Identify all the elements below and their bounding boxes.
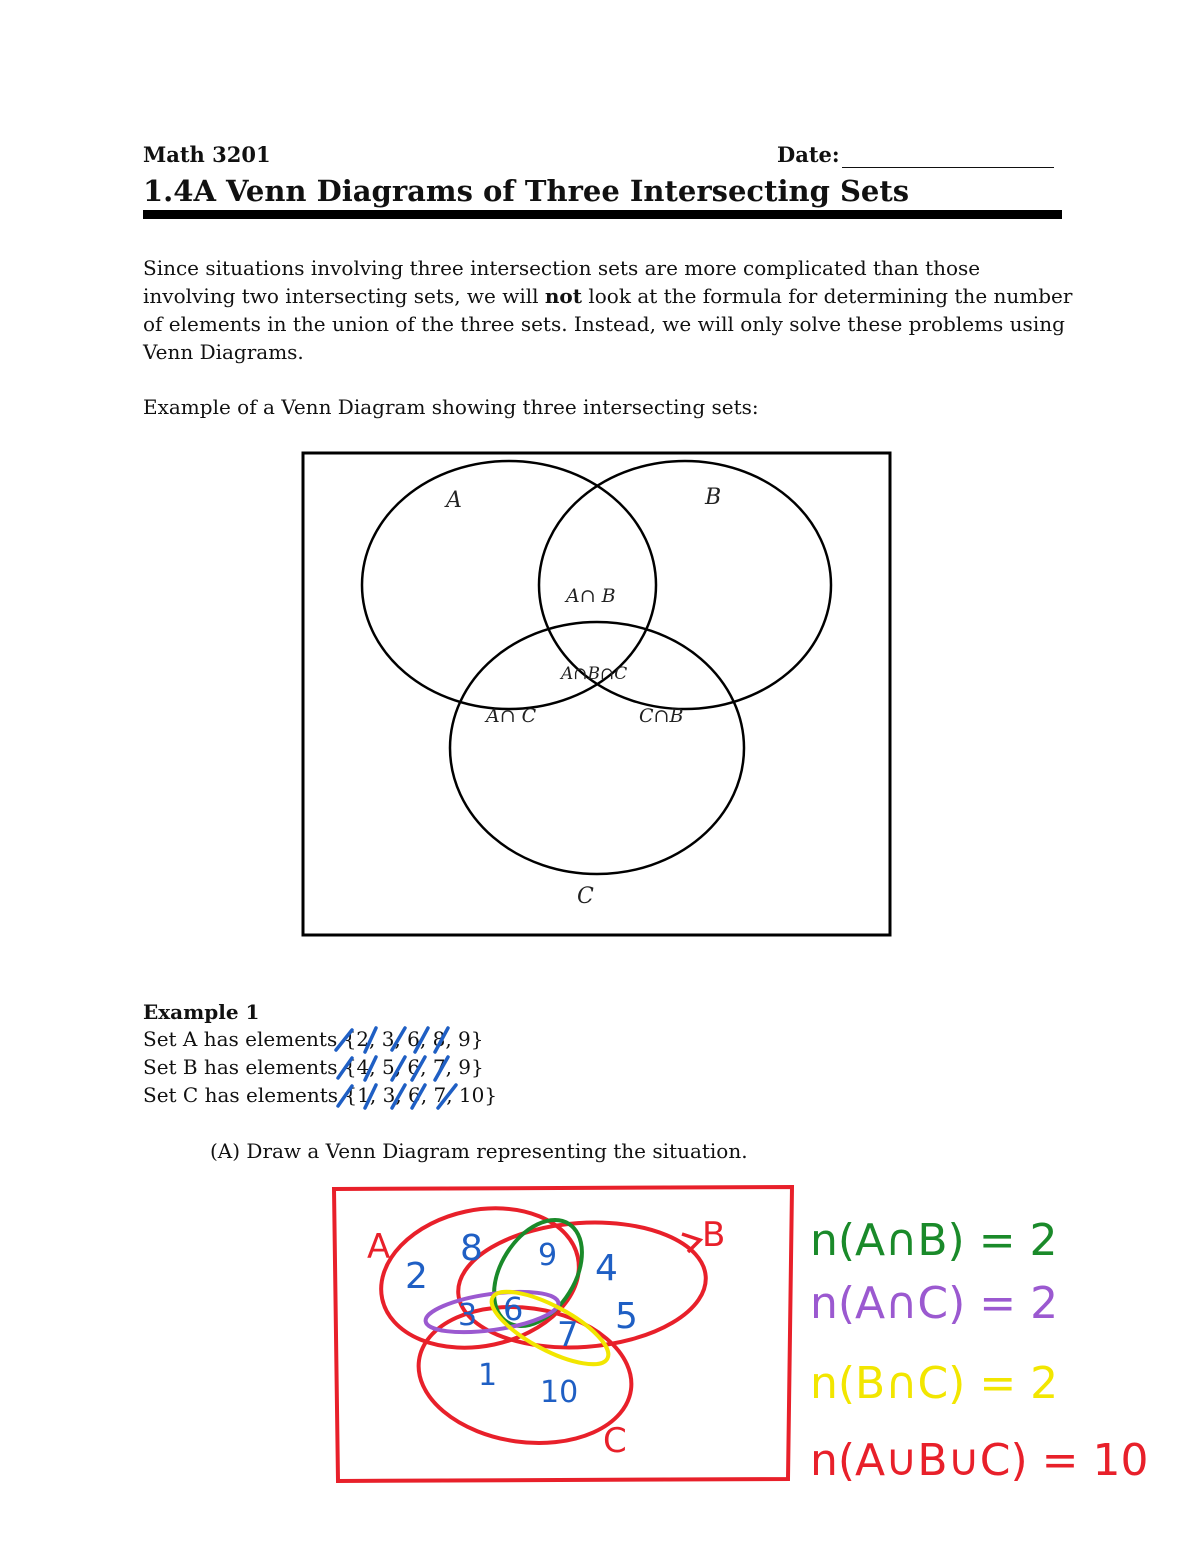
date-label: Date:	[777, 142, 840, 167]
example-caption: Example of a Venn Diagram showing three intersecting sets:	[143, 395, 759, 419]
hand-intersection-ac	[423, 1285, 561, 1339]
label-a-and-c: A∩ C	[486, 705, 537, 727]
set-c-line: Set C has elements {1, 3, 6, 7, 10}	[143, 1083, 498, 1107]
label-c: C	[577, 884, 594, 909]
set-b-line: Set B has elements {4, 5, 6, 7, 9}	[143, 1055, 484, 1079]
hand-number: 5	[615, 1296, 638, 1337]
hand-element-numbers	[405, 1228, 638, 1410]
set-a-line: Set A has elements {2, 3, 6, 8, 9}	[143, 1027, 484, 1051]
check-marks	[336, 1028, 456, 1108]
hand-n-b-and-c: n(B∩C) = 2	[810, 1358, 1059, 1409]
hand-n-a-and-b: n(A∩B) = 2	[810, 1215, 1058, 1266]
hand-circle-b	[454, 1215, 710, 1356]
example1-heading: Example 1	[143, 1000, 260, 1024]
label-c-and-b: C∩B	[639, 705, 684, 727]
hand-number: 10	[540, 1375, 579, 1410]
hand-label-b: B	[702, 1215, 726, 1255]
part-a-instruction: (A) Draw a Venn Diagram representing the situation.	[210, 1139, 748, 1163]
hand-n-union: n(A∪B∪C) = 10	[810, 1435, 1149, 1486]
hand-number: 7	[557, 1315, 579, 1355]
intro-text-2: look at the formula for determining the number of elements in the union of the three sets. Instead, we will only solve these problems using Venn Diagrams.	[143, 284, 1073, 364]
course-name: Math 3201	[143, 142, 271, 167]
hand-number: 4	[595, 1248, 618, 1289]
label-a: A	[446, 488, 462, 513]
label-a-and-b-and-c: A∩B∩C	[561, 664, 628, 684]
page-title: 1.4A Venn Diagrams of Three Intersecting Sets	[143, 174, 910, 208]
hand-number: 3	[458, 1298, 478, 1333]
hand-number: 8	[460, 1228, 483, 1269]
intro-bold-word: not	[544, 284, 583, 308]
hand-n-a-and-c: n(A∩C) = 2	[810, 1278, 1059, 1329]
hand-label-c: C	[603, 1421, 627, 1461]
hand-number: 6	[503, 1290, 524, 1328]
intro-text-1: Since situations involving three intersection sets are more complicated than those involving two intersecting sets, we will	[143, 256, 981, 308]
hand-number: 2	[405, 1256, 428, 1297]
label-a-and-b: A∩ B	[566, 585, 616, 607]
hand-label-a: A	[367, 1227, 391, 1267]
hand-number: 1	[478, 1358, 498, 1393]
hand-number: 9	[538, 1238, 558, 1273]
label-b: B	[705, 485, 722, 510]
